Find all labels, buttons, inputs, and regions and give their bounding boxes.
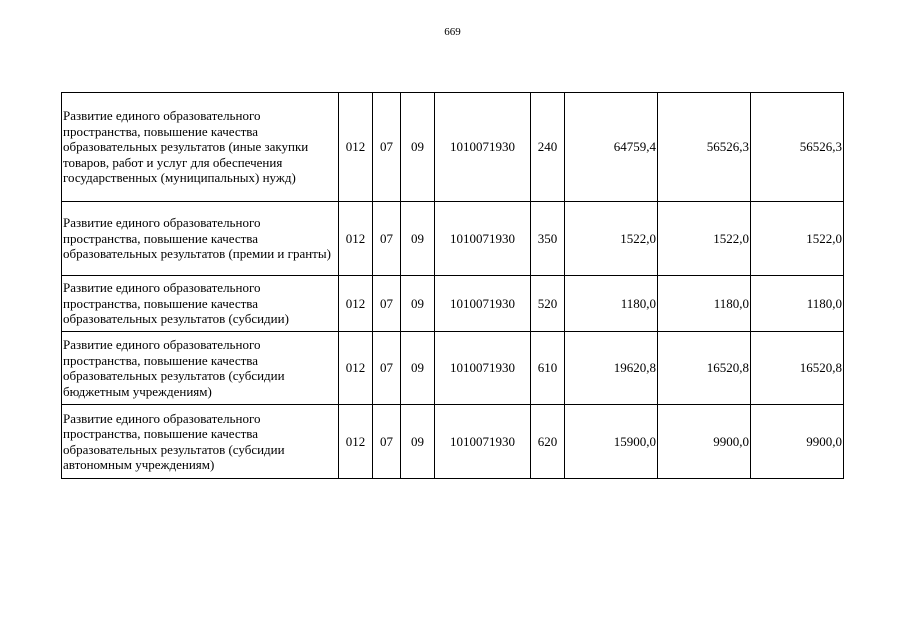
amount-year-2: 16520,8	[658, 332, 751, 405]
target-article-code: 1010071930	[435, 332, 531, 405]
subsection-code: 09	[401, 93, 435, 202]
table-row	[62, 202, 844, 276]
section-code: 07	[373, 202, 401, 276]
amount-year-3: 1180,0	[751, 276, 844, 332]
ministry-code: 012	[339, 276, 373, 332]
ministry-code: 012	[339, 405, 373, 479]
row-description: Развитие единого образовательного пространства, повышение качества образовательных результатов (премии и гранты)	[62, 202, 339, 276]
amount-year-1: 1180,0	[565, 276, 658, 332]
amount-year-1: 15900,0	[565, 405, 658, 479]
subsection-code: 09	[401, 332, 435, 405]
subsection-code: 09	[401, 405, 435, 479]
row-description: Развитие единого образовательного пространства, повышение качества образовательных результатов (субсидии)	[62, 276, 339, 332]
budget-table	[61, 92, 844, 479]
expense-type-code: 620	[531, 405, 565, 479]
amount-year-2: 9900,0	[658, 405, 751, 479]
target-article-code: 1010071930	[435, 202, 531, 276]
amount-year-2: 1522,0	[658, 202, 751, 276]
expense-type-code: 610	[531, 332, 565, 405]
subsection-code: 09	[401, 202, 435, 276]
subsection-code: 09	[401, 276, 435, 332]
section-code: 07	[373, 276, 401, 332]
amount-year-1: 19620,8	[565, 332, 658, 405]
table-row	[62, 93, 844, 202]
amount-year-1: 64759,4	[565, 93, 658, 202]
ministry-code: 012	[339, 332, 373, 405]
expense-type-code: 240	[531, 93, 565, 202]
table-row	[62, 332, 844, 405]
expense-type-code: 520	[531, 276, 565, 332]
amount-year-3: 16520,8	[751, 332, 844, 405]
amount-year-2: 1180,0	[658, 276, 751, 332]
row-description: Развитие единого образовательного пространства, повышение качества образовательных результатов (субсидии автономным учреждениям)	[62, 405, 339, 479]
ministry-code: 012	[339, 202, 373, 276]
target-article-code: 1010071930	[435, 405, 531, 479]
row-description: Развитие единого образовательного пространства, повышение качества образовательных результатов (субсидии бюджетным учреждениям)	[62, 332, 339, 405]
amount-year-2: 56526,3	[658, 93, 751, 202]
page-number: 669	[444, 26, 461, 38]
table-row	[62, 405, 844, 479]
ministry-code: 012	[339, 93, 373, 202]
amount-year-3: 56526,3	[751, 93, 844, 202]
table-row	[62, 276, 844, 332]
section-code: 07	[373, 332, 401, 405]
row-description: Развитие единого образовательного пространства, повышение качества образовательных результатов (иные закупки товаров, работ и услуг для обеспечения государственных (муниципальных) нужд)	[62, 93, 339, 202]
expense-type-code: 350	[531, 202, 565, 276]
amount-year-3: 1522,0	[751, 202, 844, 276]
amount-year-3: 9900,0	[751, 405, 844, 479]
section-code: 07	[373, 405, 401, 479]
amount-year-1: 1522,0	[565, 202, 658, 276]
target-article-code: 1010071930	[435, 276, 531, 332]
target-article-code: 1010071930	[435, 93, 531, 202]
section-code: 07	[373, 93, 401, 202]
